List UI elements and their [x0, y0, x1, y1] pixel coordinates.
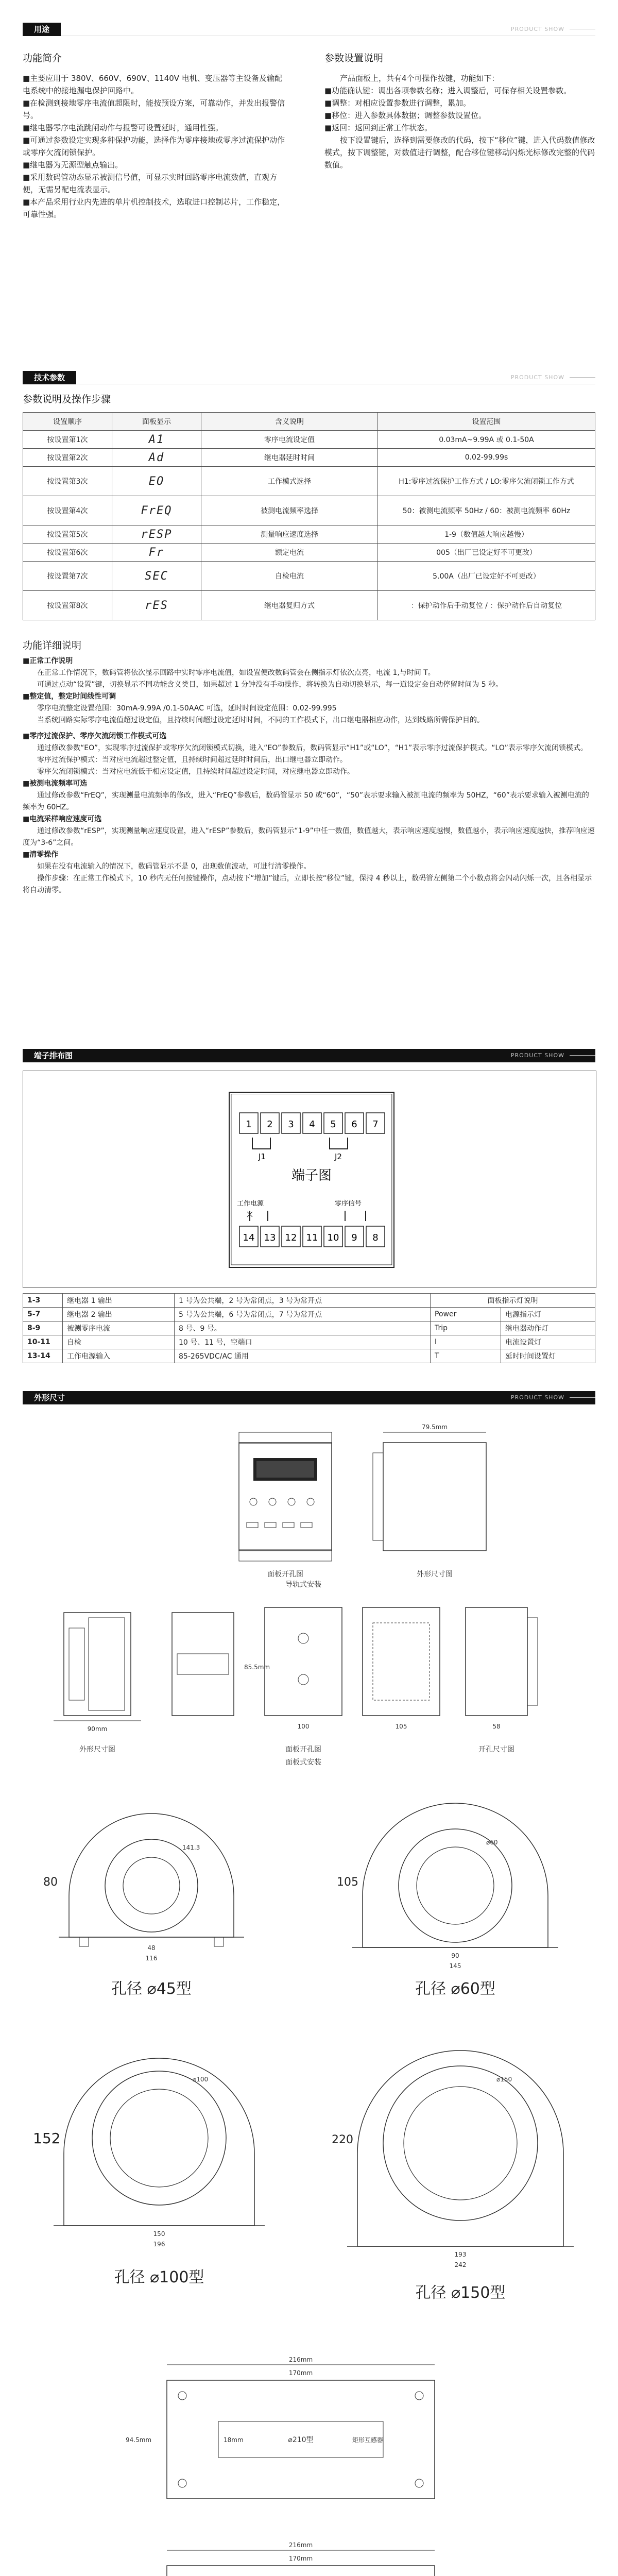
table-row — [23, 1321, 595, 1335]
detail-head: ■被测电流频率可选 — [23, 779, 88, 788]
panel-hole-view — [265, 1607, 342, 1754]
rect2-width2: 170mm — [288, 2555, 313, 2562]
rect1-inner-h: 18mm — [224, 2436, 244, 2444]
dim-d1: 79.5mm — [421, 1423, 448, 1431]
detail-head: ■零序过流保护、零序欠流闭锁工作模式可选 — [23, 732, 167, 740]
detail-text: 当系统回路实际零序电流值超过设定值，且持续时间超过设定延时时间，不同的工作模式下，出口继电器相应动作，达到线路所需保护目的。 — [37, 716, 484, 724]
bottom-pin-8: 8 — [372, 1232, 379, 1243]
section-tag: 外形尺寸 — [23, 1391, 76, 1404]
panel-hole-label: 面板开孔图 — [285, 1745, 321, 1754]
setting-line: ■移位：进入参数具体数据；调整参数设置位。 — [324, 111, 487, 120]
lcd-code: SEC — [112, 562, 201, 591]
section-en-label: PRODUCT SHOW — [510, 26, 564, 32]
table-cell: 10-11 — [23, 1335, 63, 1349]
outline-cut-label: 外形尺寸图 — [417, 1570, 453, 1579]
section-en-label: PRODUCT SHOW — [510, 1052, 564, 1059]
ct100-drawing — [33, 2058, 265, 2286]
device-front-view — [239, 1432, 332, 1579]
table-cell: 电源指示灯 — [501, 1308, 595, 1321]
table-row — [23, 562, 595, 591]
rect1-width2: 170mm — [288, 2369, 313, 2377]
section-en-label: PRODUCT SHOW — [510, 1394, 564, 1401]
dim-d5: 100 — [297, 1723, 310, 1730]
table-cell: 按设置第4次 — [23, 496, 112, 526]
top-pin-7: 7 — [372, 1119, 379, 1130]
table-row — [23, 496, 595, 526]
panel-plate-view — [363, 1607, 440, 1730]
setting-line: ■功能确认键：调出各项参数名称；进入调整后，可保存相关设置参数。 — [324, 86, 572, 95]
table-cell: Trip — [431, 1321, 501, 1335]
bottom-pin-14: 14 — [243, 1232, 255, 1243]
lcd-code: FrEQ — [112, 496, 201, 526]
ct45-height: 80 — [43, 1876, 58, 1889]
top-pin-5: 5 — [330, 1119, 336, 1130]
ct60-width2: 90 — [451, 1952, 459, 1959]
rail-install-label: 导轨式安装 — [285, 1581, 321, 1589]
power-label: 工作电源 — [237, 1200, 264, 1208]
ct100-width2: 150 — [153, 2230, 165, 2238]
table-row — [23, 467, 595, 496]
table-cell: 8-9 — [23, 1321, 63, 1335]
table-row — [23, 449, 595, 467]
lcd-code: rESP — [112, 526, 201, 544]
table-row — [23, 1335, 595, 1349]
ct60-width: 145 — [449, 1962, 461, 1970]
panel-install-label: 面板式安装 — [285, 1758, 321, 1767]
j1-label: J1 — [259, 1152, 266, 1161]
table-cell: 按设置第2次 — [23, 449, 112, 467]
table-row — [23, 591, 595, 620]
bottom-pin-10: 10 — [327, 1232, 339, 1243]
table-cell: 0.03mA~9.99A 或 0.1-50A — [378, 431, 595, 449]
table-cell: 继电器复归方式 — [201, 591, 378, 620]
rect-ct-210 — [126, 2356, 435, 2499]
table-cell: 面板指示灯说明 — [431, 1294, 595, 1308]
table-cell: 8 号、9 号。 — [175, 1321, 431, 1335]
detail-text: 通过修改参数“FrEQ”，实现测量电流频率的修改，进入“FrEQ”参数后，数码管显示 50 或“60”，“50”表示要求输入被测电流的频率为 50HZ，“60”表示要求输入被测电流的频率为 60HZ。 — [23, 791, 589, 811]
table-cell: 零序电流设定值 — [201, 431, 378, 449]
ct60-diameter: ⌀60 — [486, 1839, 498, 1846]
detail-head: ■电流采样响应速度可选 — [23, 815, 102, 823]
lcd-code: EO — [112, 467, 201, 496]
bottom-pin-12: 12 — [285, 1232, 297, 1243]
table-cell: 自检电流 — [201, 562, 378, 591]
rect2-width: 216mm — [288, 2541, 313, 2549]
detail-text: 操作步骤：在正常工作模式下，10 秒内无任何按键操作，点动按下“增加”键后，立即长按“移位”键，保持 4 秒以上，数码管左侧第二个小数点将会闪动闪烁一次，且各相显示将自动清零。 — [23, 874, 592, 894]
ct45-drawing — [43, 1814, 244, 1998]
device-side-view — [373, 1423, 486, 1579]
setting-line: ■返回：返回到正常工作状态。 — [324, 123, 433, 132]
ct100-width: 196 — [153, 2241, 165, 2248]
table-cell: 13-14 — [23, 1349, 63, 1363]
table-cell: 继电器 1 输出 — [63, 1294, 175, 1308]
detail-head: ■清零操作 — [23, 851, 59, 859]
rect-ct-310 — [126, 2541, 435, 2576]
section-header-tech — [23, 371, 595, 384]
table-cell: 10 号、11 号，空端口 — [175, 1335, 431, 1349]
bottom-pin-11: 11 — [306, 1232, 318, 1243]
table-cell: 85-265VDC/AC 通用 — [175, 1349, 431, 1363]
bottom-pin-9: 9 — [351, 1232, 357, 1243]
setting-title: 参数设置说明 — [324, 53, 384, 64]
section-tag: 用途 — [23, 23, 61, 36]
detail-text: 零序电流整定设置范围：30mA-9.99A /0.1-50AAC 可选，延时时间设定范围：0.02-99.995 — [37, 704, 337, 713]
table-cell: 按设置第5次 — [23, 526, 112, 544]
detail-title: 功能详细说明 — [23, 640, 82, 651]
table-cell: 被测电流频率选择 — [201, 496, 378, 526]
table-cell: I — [431, 1335, 501, 1349]
detail-body — [23, 655, 595, 896]
rect1-height: 94.5mm — [126, 2436, 152, 2444]
ct100-height: 152 — [33, 2130, 61, 2147]
intro-title: 功能简介 — [23, 53, 62, 64]
dim-d3: 85.5mm — [244, 1664, 270, 1671]
param-table — [23, 412, 595, 620]
table-cell: 电流设置灯 — [501, 1335, 595, 1349]
ct100-caption: 孔径 ⌀100型 — [114, 2268, 204, 2286]
table-cell: ：保护动作后手动复位 / ：保护动作后自动复位 — [378, 591, 595, 620]
ct45-diameter: 141.3 — [182, 1844, 200, 1851]
table-header: 设置顺序 — [23, 413, 112, 431]
divider — [570, 377, 595, 378]
detail-text: 可通过点动“设置”键，切换显示不同功能含义类目，如果超过 1 分钟没有手动操作，将转换为自动切换显示，每一道设定会自动停留时间为 5 秒。 — [37, 681, 503, 689]
table-cell: 5.00A（出厂已设定好不可更改） — [378, 562, 595, 591]
table-cell: 继电器 2 输出 — [63, 1308, 175, 1321]
table-cell: 延时时间设置灯 — [501, 1349, 595, 1363]
ct150-diameter: ⌀150 — [496, 2076, 512, 2083]
ct150-width: 242 — [454, 2261, 467, 2268]
lcd-code: rES — [112, 591, 201, 620]
intro-item: ■本产品采用行业内先进的单片机控制技术，选取进口控制芯片，工作稳定，可靠性强。 — [23, 197, 285, 219]
detail-text: 通过修改参数“rESP”，实现测量响应速度设置，进入“rESP”参数后，数码管显示“1-9”中任一数值，数值越大，表示响应速度越慢，数值越小，表示响应速度越快，推荐响应速度为“3-6”之间。 — [23, 827, 595, 847]
ct150-caption: 孔径 ⌀150型 — [415, 2284, 506, 2302]
rail-install-view — [54, 1613, 141, 1754]
ct150-width2: 193 — [454, 2251, 467, 2258]
setting-line: 产品面板上，共有4个可操作按键，功能如下： — [340, 74, 500, 83]
ct150-height: 220 — [332, 2133, 353, 2146]
intro-item: ■在检测到接地零序电流值超限时，能按预设方案，可靠动作，并发出报警信号。 — [23, 98, 285, 120]
table-cell: 自检 — [63, 1335, 175, 1349]
dim-d6: 105 — [395, 1723, 407, 1730]
table-cell: 按设置第1次 — [23, 431, 112, 449]
detail-text: 通过修改参数“EO”，实现零序过流保护或零序欠流闭锁模式切换，进入“EO”参数后，数码管显示“H1”或“LO”，“H1”表示零序过流保护模式。“LO”表示零序欠流闭锁模式。 — [37, 744, 588, 752]
setting-list — [324, 72, 595, 171]
device-dimension-drawings — [23, 1412, 595, 1772]
table-cell: Power — [431, 1308, 501, 1321]
table-header: 设置范围 — [378, 413, 595, 431]
table-header: 含义说明 — [201, 413, 378, 431]
table-row — [23, 526, 595, 544]
ct60-height: 105 — [337, 1876, 358, 1889]
lcd-code: A1 — [112, 431, 201, 449]
detail-text: 零序过流保护模式：当对应电流超过整定值，且持续时间超过延时时间后，出口继电器立即动作。 — [37, 756, 347, 764]
divider — [570, 1397, 595, 1398]
table-cell: 按设置第7次 — [23, 562, 112, 591]
front-view-label: 外形尺寸图 — [79, 1745, 115, 1754]
table-cell: 005（出厂已设定好不可更改） — [378, 544, 595, 562]
intro-item: ■可通过参数设定实现多种保护功能，选择作为零序接地或零序过流保护动作或零序欠流闭锁保护。 — [23, 135, 285, 157]
lcd-code: Fr — [112, 544, 201, 562]
top-pin-2: 2 — [267, 1119, 273, 1130]
intro-item: ■继电器零序电流跳闸动作与报警可设置延时，通用性强。 — [23, 123, 224, 132]
table-row — [23, 1308, 595, 1321]
table-cell: 1-3 — [23, 1294, 63, 1308]
intro-item: ■主要应用于 380V、660V、690V、1140V 电机、变压器等主设备及输配电系统中的接地漏电保护回路中。 — [23, 74, 282, 95]
rect1-width: 216mm — [288, 2356, 313, 2363]
table-cell: 按设置第3次 — [23, 467, 112, 496]
ct-drawings — [23, 1783, 595, 2339]
detail-text: 零序欠流闭锁模式：当对应电流低于相应设定值，且持续时间超过设定时间，对应继电器立即动作。 — [37, 768, 354, 776]
detail-text: 在正常工作情况下，数码管将依次显示回路中实时零序电流值，如设置便改数码管会在侧指示灯依次点亮，电流 1,与时间 T。 — [37, 669, 435, 677]
table-cell: 工作电源输入 — [63, 1349, 175, 1363]
divider — [570, 1055, 595, 1056]
ct45-width: 116 — [145, 1955, 158, 1962]
side-cut-view — [466, 1607, 538, 1754]
ct60-drawing — [337, 1803, 558, 1998]
intro-list — [23, 72, 285, 221]
ct60-caption: 孔径 ⌀60型 — [415, 1980, 495, 1998]
tech-title: 参数说明及操作步骤 — [23, 394, 111, 405]
table-cell: 按设置第8次 — [23, 591, 112, 620]
table-cell: 继电器动作灯 — [501, 1321, 595, 1335]
table-cell: T — [431, 1349, 501, 1363]
table-cell: 0.02-99.99s — [378, 449, 595, 467]
ct45-width2: 48 — [147, 1944, 156, 1952]
terminal-diagram-title: 端子图 — [291, 1168, 332, 1183]
intro-item: ■继电器为无源型触点输出。 — [23, 160, 123, 170]
table-header-row — [23, 413, 595, 431]
rail-side-view — [172, 1613, 270, 1716]
zero-signal-label: 零序信号 — [335, 1200, 362, 1208]
setting-line: 按下设置键后，选择到需要修改的代码，按下“移位”键，进入代码数值修改模式，按下调整键，对数值进行调整，配合移位键移动闪烁光标修改完整的代码数值。 — [324, 135, 595, 170]
table-cell: H1:零序过流保护工作方式 / LO:零序欠流闭锁工作方式 — [378, 467, 595, 496]
section-header-dimensions — [23, 1391, 595, 1404]
section-tag: 端子排布图 — [23, 1049, 84, 1062]
top-pin-4: 4 — [309, 1119, 315, 1130]
table-cell: 继电器延时时间 — [201, 449, 378, 467]
section-en-label: PRODUCT SHOW — [510, 374, 564, 381]
table-cell: 1-9（数值越大响应越慢） — [378, 526, 595, 544]
rect-ct-drawings — [23, 2349, 595, 2576]
panel-cut-label: 面板开孔图 — [267, 1570, 303, 1579]
table-row — [23, 1294, 595, 1308]
table-cell: 按设置第6次 — [23, 544, 112, 562]
section-tag: 技术参数 — [23, 371, 76, 384]
top-pin-3: 3 — [288, 1119, 294, 1130]
intro-item: ■采用数码管动态显示被测信号值，可显示实时回路零序电流数值，直观方便，无需另配电流表显示。 — [23, 173, 278, 194]
section-header-terminal — [23, 1049, 595, 1062]
rect1-inner-label: ⌀210型 — [288, 2436, 314, 2444]
detail-head: ■整定值，整定时间线性可调 — [23, 692, 116, 701]
detail-text: 如果在没有电流输入的情况下，数码管显示不是 0，出现数值波动，可进行清零操作。 — [37, 862, 311, 871]
terminal-diagram — [227, 1082, 397, 1278]
detail-head: ■正常工作说明 — [23, 657, 73, 665]
dim-d7: 58 — [492, 1723, 501, 1730]
lcd-code: Ad — [112, 449, 201, 467]
table-cell: 5-7 — [23, 1308, 63, 1321]
dim-d2: 90mm — [87, 1725, 108, 1733]
table-cell: 1 号为公共端，2 号为常闭点，3 号为常开点 — [175, 1294, 431, 1308]
ct150-drawing — [332, 2050, 574, 2302]
ct45-caption: 孔径 ⌀45型 — [111, 1980, 192, 1998]
table-header: 面板显示 — [112, 413, 201, 431]
bottom-pin-13: 13 — [264, 1232, 276, 1243]
table-cell: 额定电流 — [201, 544, 378, 562]
table-cell: 被测零序电流 — [63, 1321, 175, 1335]
rect1-type: 矩形互感器 — [352, 2436, 384, 2444]
top-pin-1: 1 — [246, 1119, 252, 1130]
table-row — [23, 1349, 595, 1363]
j2-label: J2 — [335, 1152, 342, 1161]
table-row — [23, 431, 595, 449]
section-header-usage — [23, 23, 595, 36]
setting-line: ■调整：对相应设置参数进行调整，累加。 — [324, 98, 471, 108]
table-cell: 工作模式选择 — [201, 467, 378, 496]
terminal-table — [23, 1293, 595, 1363]
table-row — [23, 544, 595, 562]
table-cell: 50：被测电流频率 50Hz / 60：被测电流频率 60Hz — [378, 496, 595, 526]
top-pin-6: 6 — [351, 1119, 357, 1130]
table-cell: 5 号为公共端，6 号为常闭点，7 号为常开点 — [175, 1308, 431, 1321]
ct100-diameter: ⌀100 — [193, 2076, 209, 2083]
table-cell: 测量响应速度选择 — [201, 526, 378, 544]
side-view-label: 开孔尺寸图 — [478, 1745, 514, 1754]
